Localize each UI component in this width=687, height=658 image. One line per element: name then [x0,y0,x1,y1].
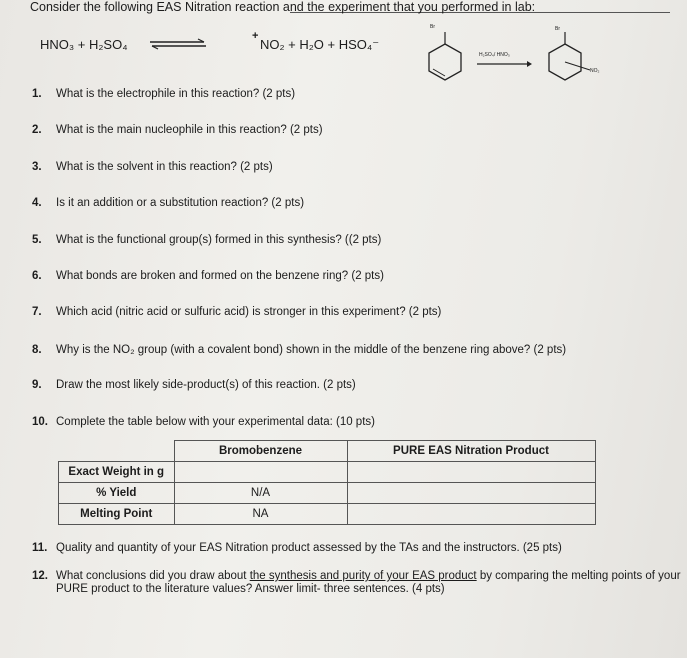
table-row [59,483,596,504]
equation-plus-charge: + [252,30,259,42]
cell-yield-product[interactable] [347,483,595,504]
row-label-weight: Exact Weight in g [59,462,175,483]
equilibrium-arrows-icon [148,38,208,50]
underlined-phrase: the synthesis and purity of your EAS product [249,570,477,582]
br-label-left: Br [430,24,435,30]
question-7: 7. Which acid (nitric acid or sulfuric acid) is stronger in this experiment? (2 pts) [32,306,442,318]
question-4: 4. Is it an addition or a substitution reaction? (2 pts) [32,197,305,209]
br-label-right: Br [555,26,560,32]
table-row [59,504,596,525]
nitro-benzene-ring-icon [540,30,596,88]
no2-label: NO₂ [590,68,600,74]
question-12-line2: PURE product to the literature values? Answer limit- three sentences. (4 pts) [56,583,445,595]
question-3: 3. What is the solvent in this reaction? (2 pts) [32,161,273,173]
question-1: 1. What is the electrophile in this reaction? (2 pts) [32,88,296,100]
cell-weight-product[interactable] [347,462,595,483]
header-bromobenzene: Bromobenzene [174,441,347,462]
row-label-melting: Melting Point [59,504,175,525]
question-11: 11. Quality and quantity of your EAS Nitration product assessed by the TAs and the instructors. (25 pts) [32,542,562,554]
table-row [59,462,596,483]
table-corner-cell [59,441,175,462]
question-5: 5. What is the functional group(s) formed in this synthesis? ((2 pts) [32,234,382,246]
cell-yield-bromobenzene: N/A [174,483,347,504]
reaction-arrow-icon [475,60,533,68]
cell-weight-bromobenzene[interactable] [174,462,347,483]
nitro-bromobenzene-structure [540,30,596,88]
bromobenzene-structure [420,30,470,88]
equation-reactants: HNO₃ + H₂SO₄ [40,37,128,52]
cell-melting-product[interactable] [347,504,595,525]
question-9: 9. Draw the most likely side-product(s) of this reaction. (2 pts) [32,379,356,391]
page-heading: Consider the following EAS Nitration reaction and the experiment that you performed in lab: [30,0,536,14]
table-header-row [59,441,596,462]
row-label-yield: % Yield [59,483,175,504]
cell-melting-bromobenzene: NA [174,504,347,525]
header-product: PURE EAS Nitration Product [347,441,595,462]
experimental-data-table [58,440,596,525]
question-12: 12. What conclusions did you draw about the synthesis and purity of your EAS product by comparing the melting points of your [32,570,681,582]
question-6: 6. What bonds are broken and formed on the benzene ring? (2 pts) [32,270,384,282]
question-2: 2. What is the main nucleophile in this reaction? (2 pts) [32,124,323,136]
equation-products: NO₂ + H₂O + HSO₄⁻ [260,37,380,52]
benzene-ring-icon [420,30,470,88]
reagent-label: H₂SO₄/ HNO₃ [479,52,510,58]
question-8: 8. Why is the NO₂ group (with a covalent bond) shown in the middle of the benzene ring above? (2 pts) [32,344,567,356]
question-10: 10. Complete the table below with your experimental data: (10 pts) [32,416,375,428]
